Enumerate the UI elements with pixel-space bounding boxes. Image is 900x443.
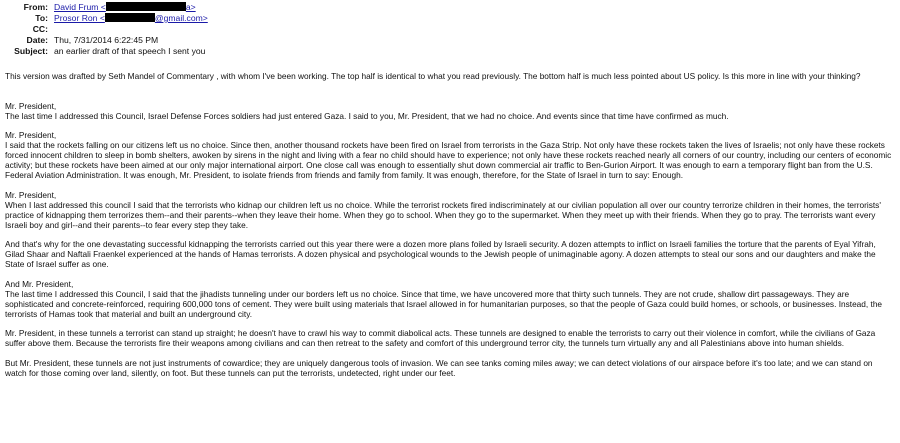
subject-value: an earlier draft of that speech I sent you	[54, 46, 206, 56]
date-row	[0, 35, 900, 46]
paragraph-5: And Mr. President, The last time I addressed this Council, I said that the jihadists tunneling under our borders left us no choice. Since that time, we have uncovered more that thirty such tunnels. They are not crude, shallow dirt passageways. They are sophisticated and concrete-reinforced, requiring 600,000 tons of cement. They were built using materials that Israel allowed in for humanitarian purposes, so that the people of Gaza could build homes, or schools, or businesses. Instead, the terrorists of Hamas took that material and built an underground city.	[5, 278, 883, 319]
to-label: To:	[35, 13, 48, 23]
paragraph-2: Mr. President, I said that the rockets falling on our citizens left us no choice. Since then, another thousand rockets have been fired on Israel from terrorists in the Gaza Strip. Not only have these rockets taken the lives of Israelis; not only have these rockets forced innocent children to sleep in bomb shelters, awoken by sirens in the night and living with a fear no child should have to experience; not only have these rockets reached nearly all corners of our country, including our centers of economic activity; but these rockets have been aimed at our only major international airport. One close call was enough to essentially shut down commercial air traffic to Ben-Gurion Airport. It was enough to earn a temporary flight ban from the U.S. Federal Aviation Administration. It was enough, Mr. President, to isolate friends from friends and family from family. It was enough, therefore, for the State of Israel in turn to say: Enough.	[5, 130, 892, 181]
subject-label: Subject:	[14, 46, 48, 56]
to-link-end[interactable]: @gmail.com>	[154, 13, 208, 23]
paragraph-4: And that's why for the one devastating successful kidnapping the terrorists carried out this year there were a dozen more plans foiled by Israeli security. A dozen attempts to inflict on Israeli families the torture that the parents of Eyal Yifrah, Gilad Shaar and Naftali Fraenkel experienced at the hands of Hamas terrorists. A dozen physical and psychological wounds to the Jewish people of unimaginable agony. A dozen attempts to steal our sons and our daughters and make the State of Israel suffer as one.	[5, 239, 876, 270]
from-row	[0, 2, 900, 13]
email-header	[0, 0, 900, 60]
email-body	[5, 72, 895, 389]
paragraph-3: Mr. President, When I last addressed this council I said that the terrorists who kidnap our children left us no choice. While the terrorist rockets fired indiscriminately at our civilian population all over our country terrorize children in their homes, the terrorists' practice of kidnapping them terrorizes them--and their parents--when they leave their home. When they go to school. When they go to the supermarket. When they meet up with their friends. When they go to pray. The terrorists want every Israeli boy and girl--and their parents--to fear every step they take.	[5, 189, 881, 230]
from-label: From:	[23, 2, 48, 12]
to-link[interactable]: Prosor Ron <	[54, 13, 105, 23]
to-value[interactable]	[54, 13, 208, 24]
date-label: Date:	[26, 35, 48, 45]
paragraph-1: Mr. President, The last time I addressed this Council, Israel Defense Forces soldiers had just entered Gaza. I said to you, Mr. President, that we had no choice. And events since that time have confirmed as much.	[5, 100, 729, 121]
from-link-end[interactable]: a>	[185, 2, 196, 12]
cc-label: CC:	[32, 24, 48, 34]
paragraph-7: But Mr. President, these tunnels are not just instruments of cowardice; they are uniquely dangerous tools of invasion. We can see tanks coming miles away; we can detect violations of our airspace before it's too late; and we can stand on watch for those coming over land, silently, on foot. But these tunnels can put the terrorists, undetected, right under our feet.	[5, 358, 873, 379]
from-value[interactable]	[54, 2, 196, 13]
to-row	[0, 13, 900, 24]
from-link[interactable]: David Frum <	[54, 2, 106, 12]
subject-row	[0, 46, 900, 57]
date-value: Thu, 7/31/2014 6:22:45 PM	[54, 35, 159, 45]
paragraph-6: Mr. President, in these tunnels a terrorist can stand up straight; he doesn't have to crawl his way to commit diabolical acts. These tunnels are designed to enable the terrorists to carry out their violence in comfort, while the civilians of Gaza suffer above them. Because the terrorists fire their weapons among civilians and can then retreat to the safety and comfort of this underground terror city, the tunnels turn virtually any and all Palestinians above into human shields.	[5, 328, 876, 349]
cc-row	[0, 24, 900, 35]
redaction-bar	[105, 13, 155, 22]
redaction-bar	[106, 2, 186, 11]
intro-paragraph: This version was drafted by Seth Mandel of Commentary , with whom I've been working. The top half is identical to what you read previously. The bottom half is much less pointed about US policy. Is this more in line with your thinking?	[5, 71, 861, 81]
